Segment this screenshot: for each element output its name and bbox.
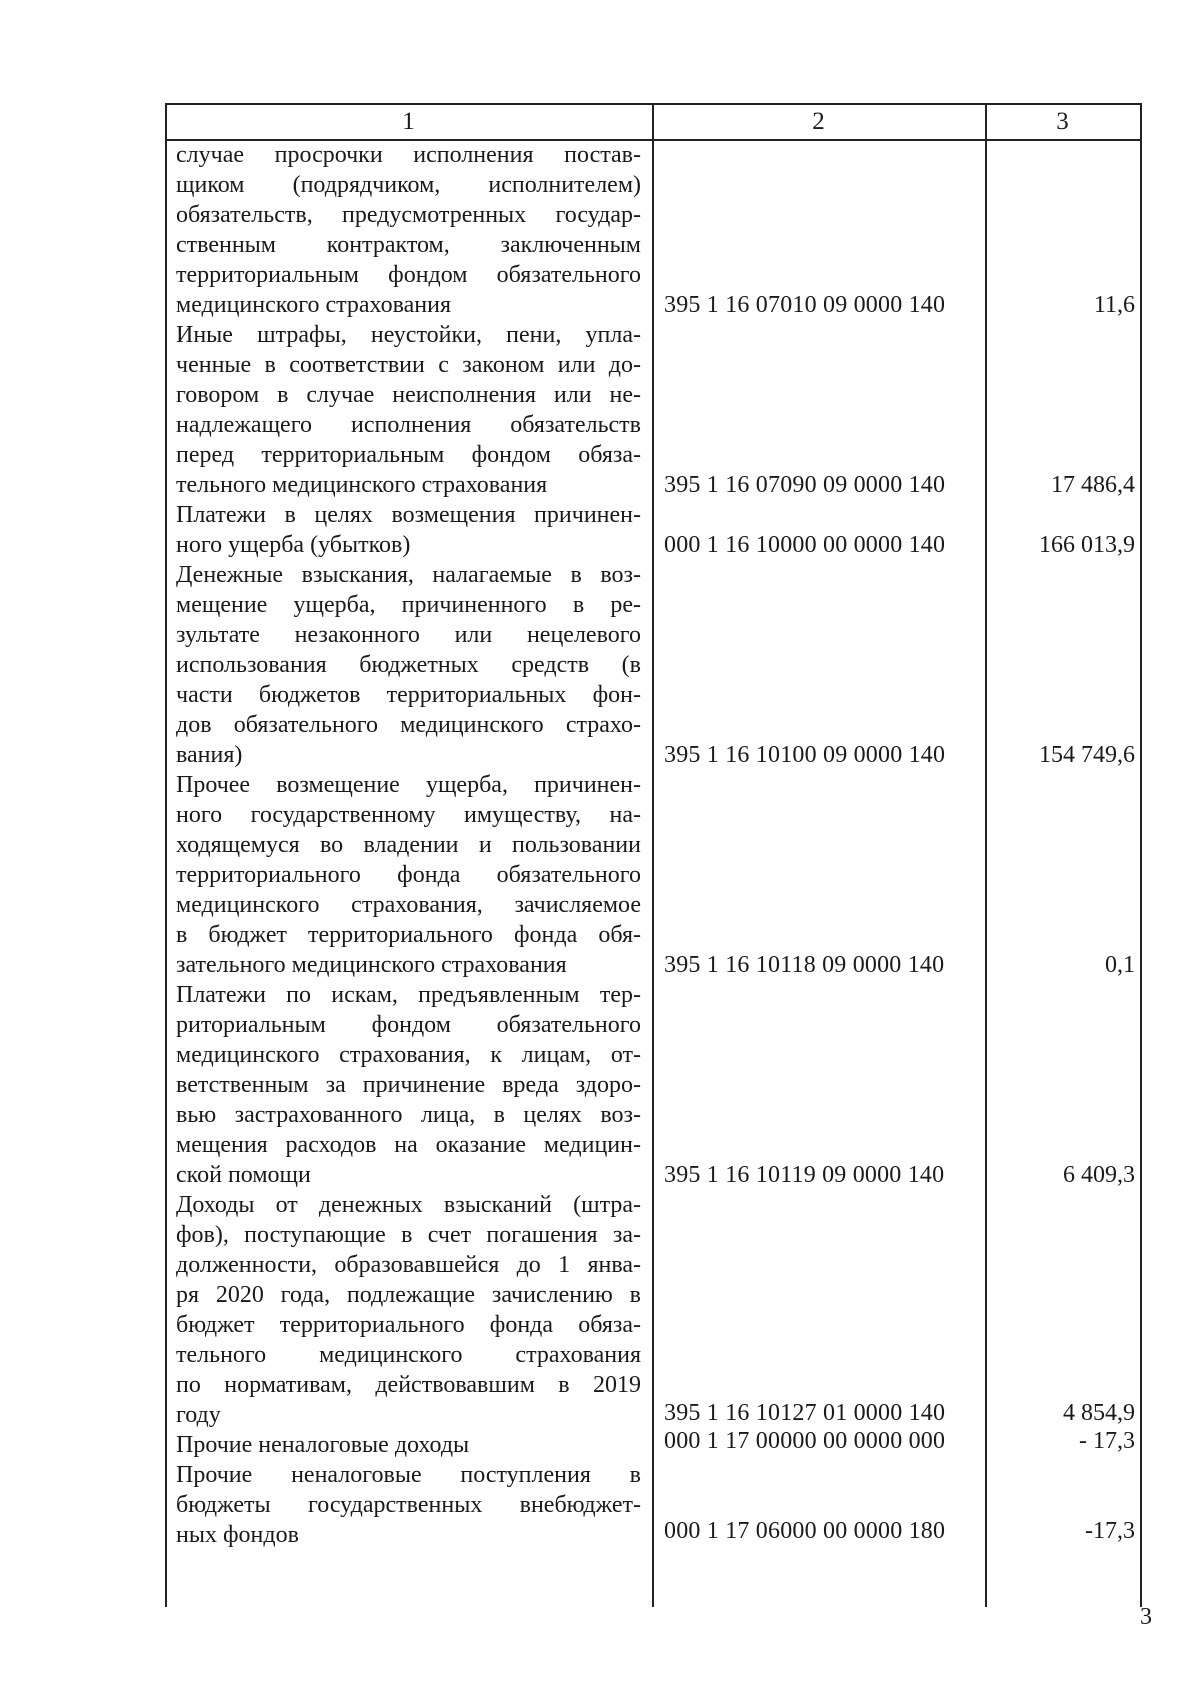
description-line: зультате незаконного или нецелевого: [176, 622, 641, 648]
description-line: ченные в соответствии с законом или до-: [176, 352, 641, 378]
description-line: фов), поступающие в счет погашения за-: [176, 1222, 641, 1248]
description-line: риториальным фондом обязательного: [176, 1012, 641, 1038]
column-header-1: 1: [402, 107, 415, 135]
description-line: Платежи по искам, предъявленным тер-: [176, 982, 641, 1008]
description-line: ветственным за причинение вреда здоро-: [176, 1072, 641, 1098]
row-description: [176, 140, 641, 320]
description-line: в бюджет территориального фонда обя-: [176, 922, 641, 948]
description-line: Прочие неналоговые поступления в: [176, 1462, 641, 1488]
row-description: [176, 980, 641, 1190]
column-divider-1: [652, 103, 654, 1607]
table-right-border: [1140, 103, 1142, 1607]
budget-code: 000 1 17 00000 00 0000 000: [664, 1428, 946, 1454]
description-line: долженности, образовавшейся до 1 янва-: [176, 1252, 641, 1278]
description-line: бюджеты государственных внебюджет-: [176, 1492, 641, 1518]
amount: 6 409,3: [1063, 1162, 1135, 1188]
description-line: ного ущерба (убытков): [176, 532, 411, 558]
description-line: ходящемуся во владении и пользовании: [176, 832, 641, 858]
description-line: тельного медицинского страхования: [176, 1342, 641, 1368]
description-line: ных фондов: [176, 1522, 299, 1548]
description-line: медицинского страхования, к лицам, от-: [176, 1042, 641, 1068]
budget-code: 000 1 16 10000 00 0000 140: [664, 532, 946, 558]
column-divider-2: [985, 103, 987, 1607]
amount: 11,6: [1093, 292, 1135, 318]
budget-code: 395 1 16 10118 09 0000 140: [664, 952, 945, 978]
budget-code: 395 1 16 10100 09 0000 140: [664, 742, 946, 768]
description-line: территориального фонда обязательного: [176, 862, 641, 888]
amount: 166 013,9: [1039, 532, 1135, 558]
row-description: [176, 1190, 641, 1430]
description-line: Доходы от денежных взысканий (штра-: [176, 1192, 641, 1218]
description-line: вью застрахованного лица, в целях воз-: [176, 1102, 641, 1128]
description-line: мещения расходов на оказание медицин-: [176, 1132, 641, 1158]
description-line: зательного медицинского страхования: [176, 952, 567, 978]
budget-code: 000 1 17 06000 00 0000 180: [664, 1518, 946, 1544]
budget-code: 395 1 16 07090 09 0000 140: [664, 472, 946, 498]
description-line: мещение ущерба, причиненного в ре-: [176, 592, 641, 618]
budget-code: 395 1 16 10119 09 0000 140: [664, 1162, 945, 1188]
description-line: надлежащего исполнения обязательств: [176, 412, 641, 438]
description-line: говором в случае неисполнения или не-: [176, 382, 641, 408]
description-line: Платежи в целях возмещения причинен-: [176, 502, 641, 528]
description-line: Прочее возмещение ущерба, причинен-: [176, 772, 641, 798]
description-line: году: [176, 1402, 221, 1428]
description-line: медицинского страхования: [176, 292, 452, 318]
description-line: использования бюджетных средств (в: [176, 652, 641, 678]
description-line: части бюджетов территориальных фон-: [176, 682, 641, 708]
amount: - 17,3: [1079, 1428, 1135, 1454]
amount: 17 486,4: [1051, 472, 1135, 498]
description-line: ного государственному имуществу, на-: [176, 802, 641, 828]
amount: 154 749,6: [1039, 742, 1135, 768]
row-description: [176, 320, 641, 500]
description-line: ской помощи: [176, 1162, 311, 1188]
description-line: тельного медицинского страхования: [176, 472, 548, 498]
amount: 4 854,9: [1063, 1400, 1135, 1426]
description-line: случае просрочки исполнения постав-: [176, 142, 641, 168]
description-line: медицинского страхования, зачисляемое: [176, 892, 641, 918]
description-line: Прочие неналоговые доходы: [176, 1432, 470, 1458]
description-line: Иные штрафы, неустойки, пени, упла-: [176, 322, 641, 348]
description-line: ря 2020 года, подлежащие зачислению в: [176, 1282, 641, 1308]
table-left-border: [165, 103, 167, 1607]
description-line: перед территориальным фондом обяза-: [176, 442, 641, 468]
description-line: по нормативам, действовавшим в 2019: [176, 1372, 641, 1398]
description-line: территориальным фондом обязательного: [176, 262, 641, 288]
budget-code: 395 1 16 10127 01 0000 140: [664, 1400, 946, 1426]
row-description: [176, 1430, 641, 1460]
description-line: щиком (подрядчиком, исполнителем): [176, 172, 641, 198]
row-description: [176, 770, 641, 980]
column-header-2: 2: [812, 107, 825, 135]
budget-code: 395 1 16 07010 09 0000 140: [664, 292, 946, 318]
description-line: Денежные взыскания, налагаемые в воз-: [176, 562, 641, 588]
description-line: дов обязательного медицинского страхо-: [176, 712, 641, 738]
description-line: ственным контрактом, заключенным: [176, 232, 641, 258]
row-description: [176, 560, 641, 770]
description-line: вания): [176, 742, 243, 768]
description-line: обязательств, предусмотренных государ-: [176, 202, 641, 228]
amount: -17,3: [1085, 1518, 1135, 1544]
amount: 0,1: [1105, 952, 1135, 978]
row-description: [176, 500, 641, 560]
row-description: [176, 1460, 641, 1550]
description-line: бюджет территориального фонда обяза-: [176, 1312, 641, 1338]
page-number: 3: [1140, 1604, 1152, 1630]
column-header-3: 3: [1056, 107, 1069, 135]
